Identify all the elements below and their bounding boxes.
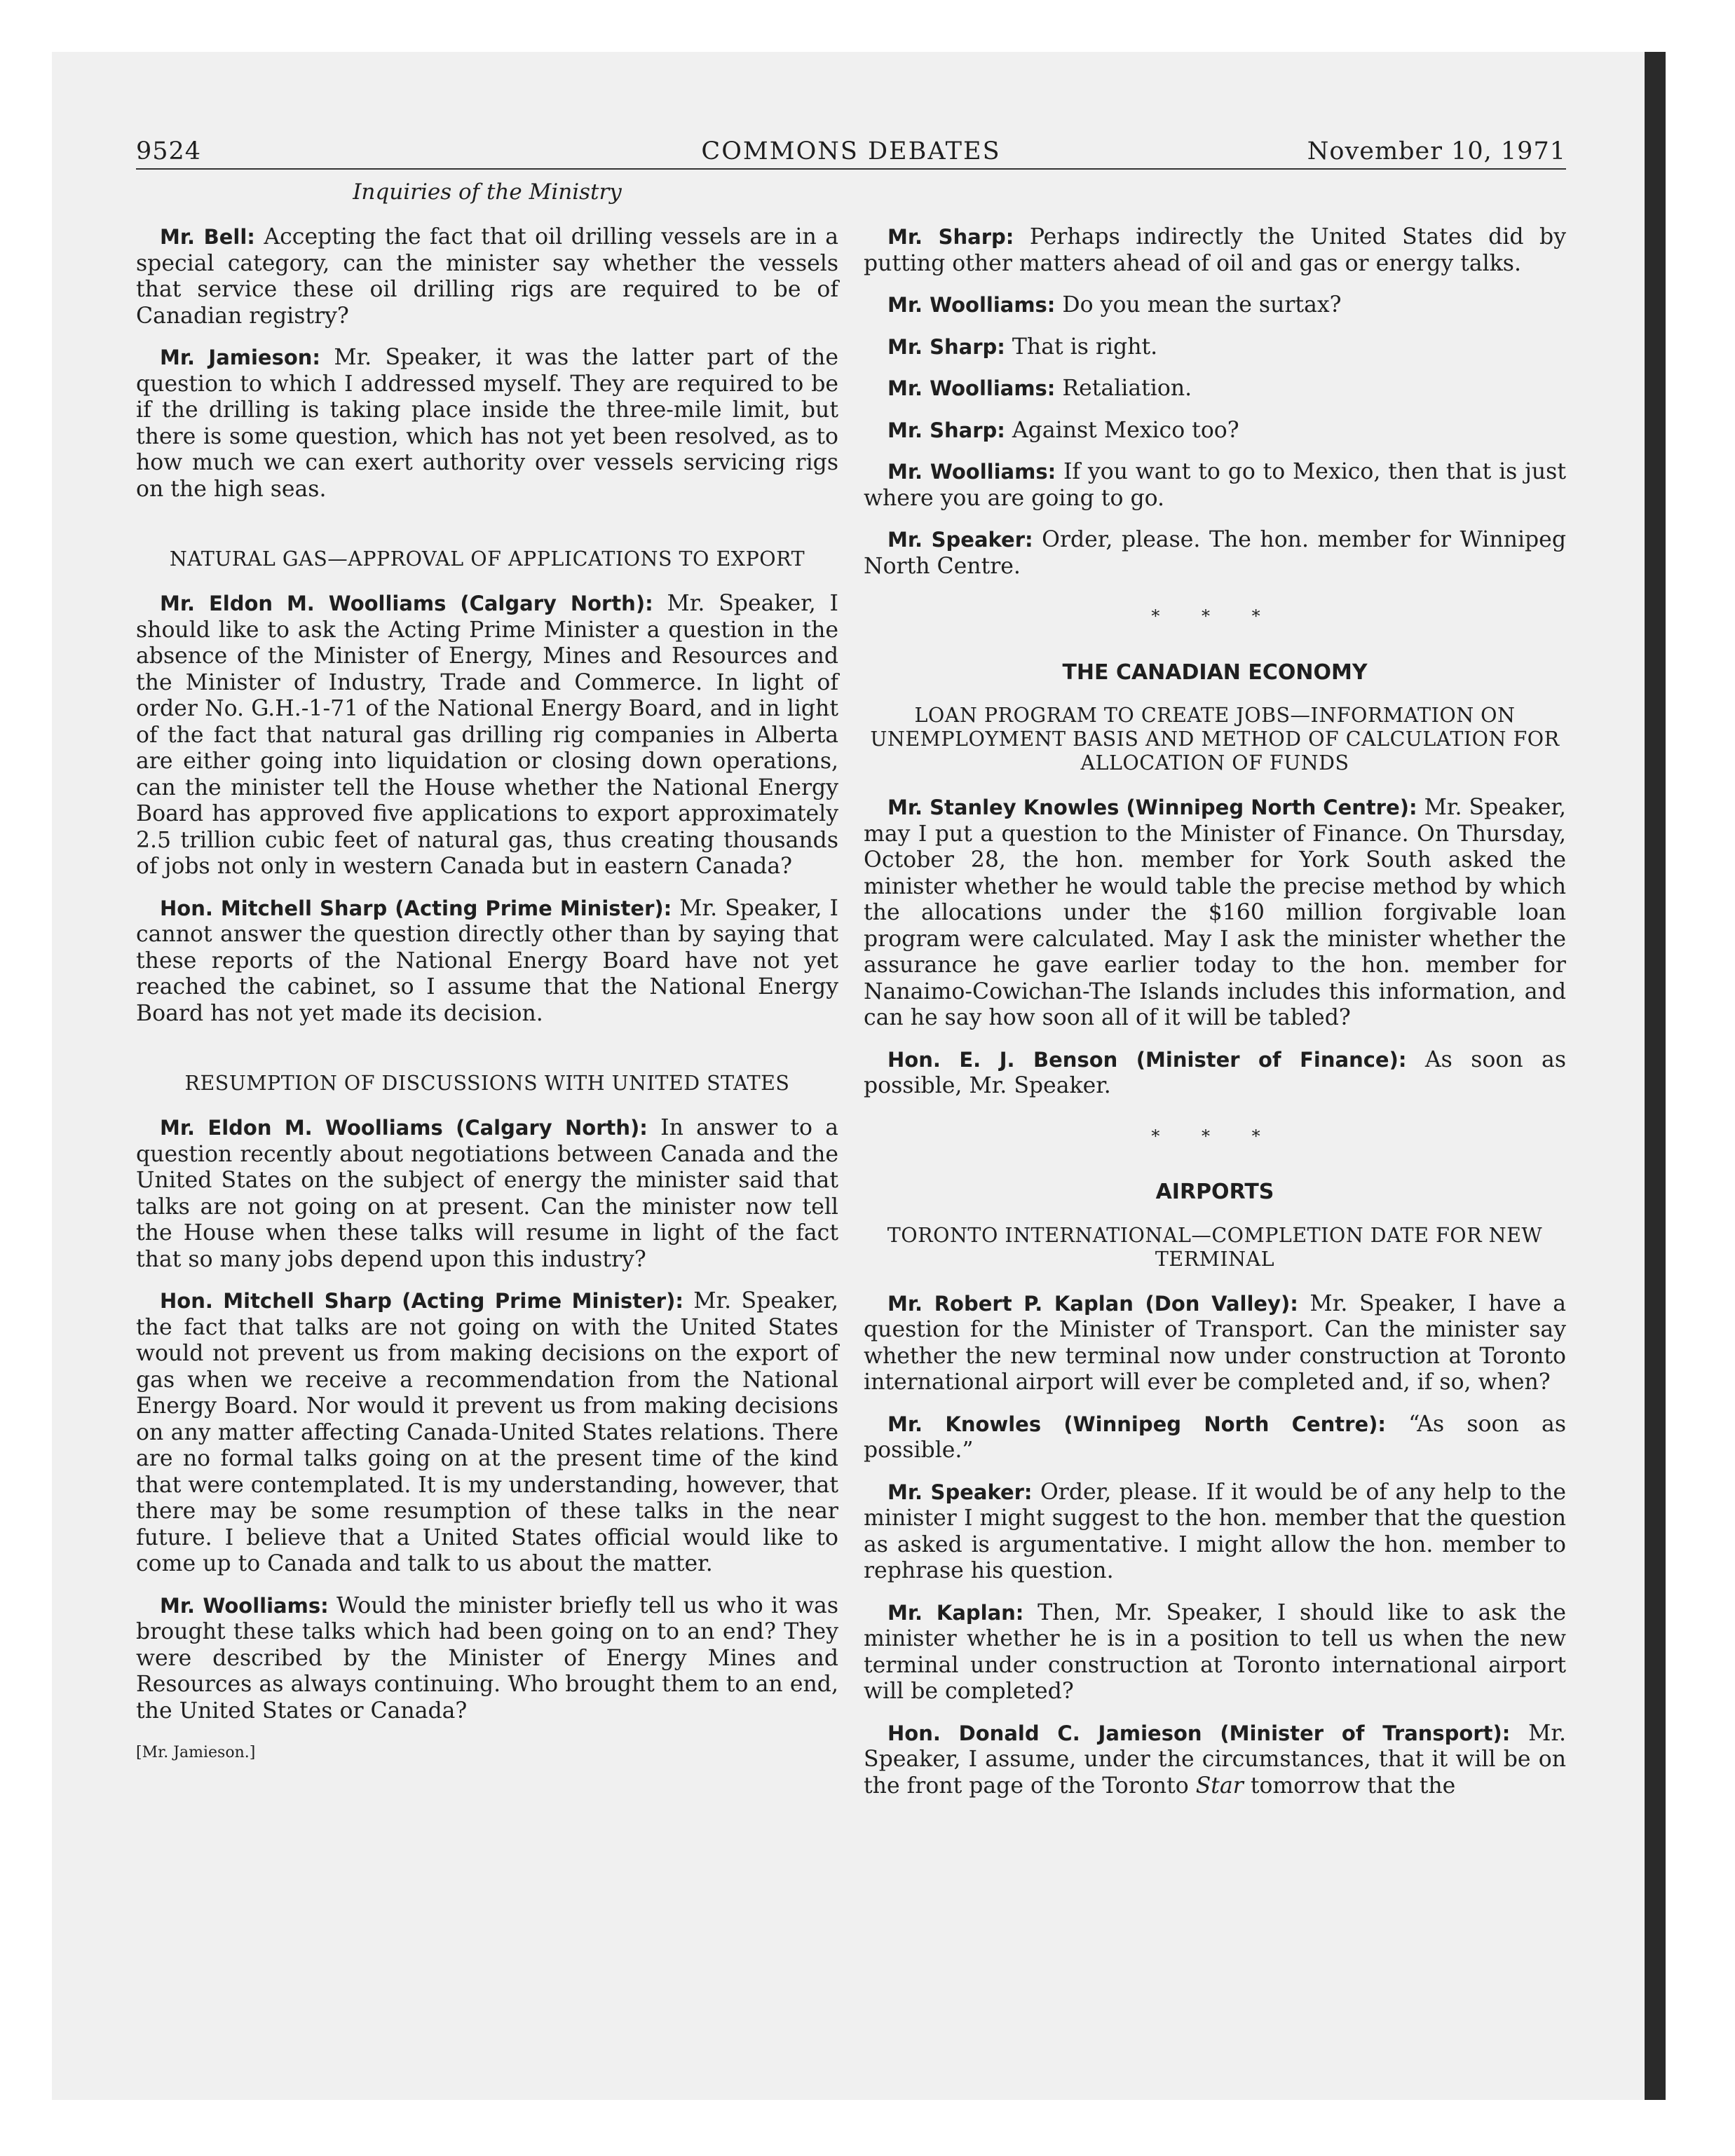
section-separator: * * * <box>1151 1126 1279 1146</box>
speech-text: “As soon as possible.” <box>864 1411 1567 1463</box>
page-number: 9524 <box>136 137 202 165</box>
speech-text: Mr. Speaker, it was the latter part of the question to which I addressed myself. They are required to be if the drilling is taking place inside the three-mile limit, but there is some question, which has not yet been resolved, as to how much we can exert authority over vessels servicing rigs on the high seas. <box>136 345 838 502</box>
section-heading: NATURAL GAS—APPROVAL OF APPLICATIONS TO EXPORT <box>169 547 805 571</box>
paragraph <box>864 418 1566 444</box>
speaker-name: Mr. Speaker: <box>887 528 1033 552</box>
paragraph <box>136 1115 838 1273</box>
major-heading: AIRPORTS <box>1155 1180 1274 1204</box>
running-head <box>136 137 1566 171</box>
paragraph <box>136 1288 838 1578</box>
header-rule <box>136 168 1566 170</box>
speaker-name: Mr. Kaplan: <box>887 1600 1024 1625</box>
speaker-name: Mr. Sharp: <box>887 225 1014 249</box>
paragraph <box>864 224 1566 277</box>
speaker-name: Hon. Donald C. Jamieson (Minister of Transport): <box>887 1721 1511 1745</box>
speaker-name: Hon. E. J. Benson (Minister of Finance): <box>887 1047 1407 1072</box>
speech-text: Order, please. If it would be of any help to the minister I might suggest to the hon. member that the question as asked is argumentative. I might allow the hon. member to rephrase his question. <box>864 1479 1566 1583</box>
speaker-name: Mr. Sharp: <box>887 418 1005 442</box>
paragraph <box>864 1291 1566 1396</box>
speech-text: Mr. Speaker, I have a question for the Minister of Transport. Can the minister say whether the new terminal now under construction at Toronto international airport will ever be completed and, if so, when? <box>864 1290 1566 1395</box>
paragraph <box>864 334 1566 361</box>
speech-text: Mr. Speaker, I cannot answer the question directly other than by saying that these reports of the National Energy Board have not yet reached the cabinet, so I assume that the National Energy Board has not yet made its decision. <box>136 895 839 1026</box>
left-column <box>136 224 838 1766</box>
paragraph <box>864 527 1566 580</box>
speaker-name: Mr. Woolliams: <box>887 376 1056 400</box>
speech-text: Would the minister briefly tell us who it was brought these talks which had been going on to an end? They were described by the Minister of Energy Mines and Resources as always continuing. Who brought them to an end, the United States or Canada? <box>136 1592 838 1724</box>
speech-text: Mr. Speaker, the fact that talks are not going on with the United States would not prevent us from making decisions on the export of gas when we receive a recommendation from the National Energy Board. Nor would it prevent us from making decisions on any matter affecting Canada-United States relations. There are no formal talks going on at the present time of the kind that were contemplated. It is my understanding, however, that there may be some resumption of these talks in the near future. I believe that a United States official would like to come up to Canada and talk to us about the matter. <box>136 1288 838 1576</box>
paragraph <box>136 224 838 329</box>
speech-text: Mr. Speaker, I should like to ask the Acting Prime Minister a question in the absence of the Minister of Energy, Mines and Resources and the Minister of Industry, Trade and Commerce. In light of order No. G.H.-1-71 of the National Energy Board, and in light of the fact that natural gas drilling rig companies in Alberta are either going into liquidation or closing down operations, can the minister tell the House whether the National Energy Board has approved five applications to export approximately 2.5 trillion cubic feet of natural gas, thus creating thousands of jobs not only in western Canada but in eastern Canada? <box>136 591 839 879</box>
binding-edge <box>1645 52 1666 2100</box>
paragraph <box>864 1480 1566 1585</box>
speaker-name: Hon. Mitchell Sharp (Acting Prime Minister): <box>160 1289 683 1313</box>
speech-text: Against Mexico too? <box>1012 417 1239 443</box>
speech-text: Order, please. The hon. member for Winnipeg North Centre. <box>864 527 1566 579</box>
section-separator: * * * <box>1151 606 1279 626</box>
speaker-name: Mr. Bell: <box>160 225 255 249</box>
speech-text: Then, Mr. Speaker, I should like to ask the minister whether he is in a position to tell us when the new terminal under construction at Toronto international airport will be completed? <box>864 1599 1566 1704</box>
newspaper-name: Star <box>1195 1773 1244 1799</box>
right-column <box>864 224 1566 1815</box>
speaker-name: Mr. Eldon M. Woolliams (Calgary North): <box>160 592 653 615</box>
speech-text: If you want to go to Mexico, then that is just where you are going to go. <box>864 459 1567 511</box>
speaker-name: Mr. Jamieson: <box>160 346 321 369</box>
page-footnote: [Mr. Jamieson.] <box>136 1744 256 1761</box>
paragraph <box>864 795 1566 1032</box>
speaker-name: Mr. Woolliams: <box>160 1593 329 1618</box>
paragraph <box>864 1600 1566 1705</box>
speech-text: Mr. Speaker, I assume, under the circumstances, that it will be on the front page of the Toronto <box>864 1720 1566 1799</box>
publication-title: COMMONS DEBATES <box>701 137 1001 165</box>
speaker-name: Mr. Stanley Knowles (Winnipeg North Centre): <box>887 796 1417 819</box>
speech-text: As soon as possible, Mr. Speaker. <box>864 1046 1566 1098</box>
speech-text: Perhaps indirectly the United States did by putting other matters ahead of oil and gas or energy talks. <box>864 224 1567 276</box>
speech-text: Accepting the fact that oil drilling vessels are in a special category, can the minister say whether the vessels that service these oil drilling rigs are required to be of Canadian registry? <box>136 224 839 329</box>
paragraph <box>864 292 1566 319</box>
paragraph <box>136 591 838 880</box>
paragraph <box>864 1412 1566 1464</box>
speech-text: Mr. Speaker, may I put a question to the Minister of Finance. On Thursday, October 28, the hon. member for York South asked the minister whether he would table the precise method by which the allocations under the $160 million forgivable loan program were calculated. May I ask the minister whether the assurance he gave earlier today to the hon. member for Nanaimo-Cowichan-The Islands includes this information, and can he say how soon all of it will be tabled? <box>864 795 1566 1030</box>
paragraph <box>864 1721 1566 1800</box>
major-heading: THE CANADIAN ECONOMY <box>1062 660 1368 685</box>
speaker-name: Mr. Eldon M. Woolliams (Calgary North): <box>160 1116 648 1140</box>
section-heading: RESUMPTION OF DISCUSSIONS WITH UNITED STATES <box>184 1072 790 1095</box>
speech-text: That is right. <box>1012 334 1158 360</box>
paragraph <box>864 1047 1566 1100</box>
speaker-name: Mr. Woolliams: <box>887 293 1056 317</box>
paragraph <box>136 1593 838 1725</box>
speaker-name: Mr. Woolliams: <box>887 460 1056 484</box>
paragraph <box>136 896 838 1028</box>
speaker-name: Mr. Sharp: <box>887 334 1005 359</box>
section-subhead: Inquiries of the Ministry <box>353 179 622 205</box>
paragraph <box>864 459 1566 512</box>
section-heading: TORONTO INTERNATIONAL—COMPLETION DATE FOR NEW TERMINAL <box>887 1223 1543 1271</box>
paragraph <box>136 345 838 503</box>
speaker-name: Mr. Robert P. Kaplan (Don Valley): <box>887 1291 1298 1316</box>
speech-text: Do you mean the surtax? <box>1062 292 1342 318</box>
speaker-name: Mr. Speaker: <box>887 1480 1033 1504</box>
speech-text: In answer to a question recently about negotiations between Canada and the United States on the subject of energy the minister said that talks are not going on at present. Can the minister now tell the House when these talks will resume in light of the fact that so many jobs depend upon this industry? <box>136 1115 838 1272</box>
speech-text-tail: tomorrow that the <box>1250 1773 1456 1799</box>
paragraph <box>864 376 1566 402</box>
section-heading: LOAN PROGRAM TO CREATE JOBS—INFORMATION ON UNEMPLOYMENT BASIS AND METHOD OF CALCULATION FOR ALLOCATION OF FUNDS <box>870 704 1560 775</box>
speaker-name: Mr. Knowles (Winnipeg North Centre): <box>887 1412 1386 1436</box>
issue-date: November 10, 1971 <box>1307 137 1566 165</box>
speaker-name: Hon. Mitchell Sharp (Acting Prime Minister): <box>160 896 672 920</box>
speech-text: Retaliation. <box>1062 376 1192 401</box>
